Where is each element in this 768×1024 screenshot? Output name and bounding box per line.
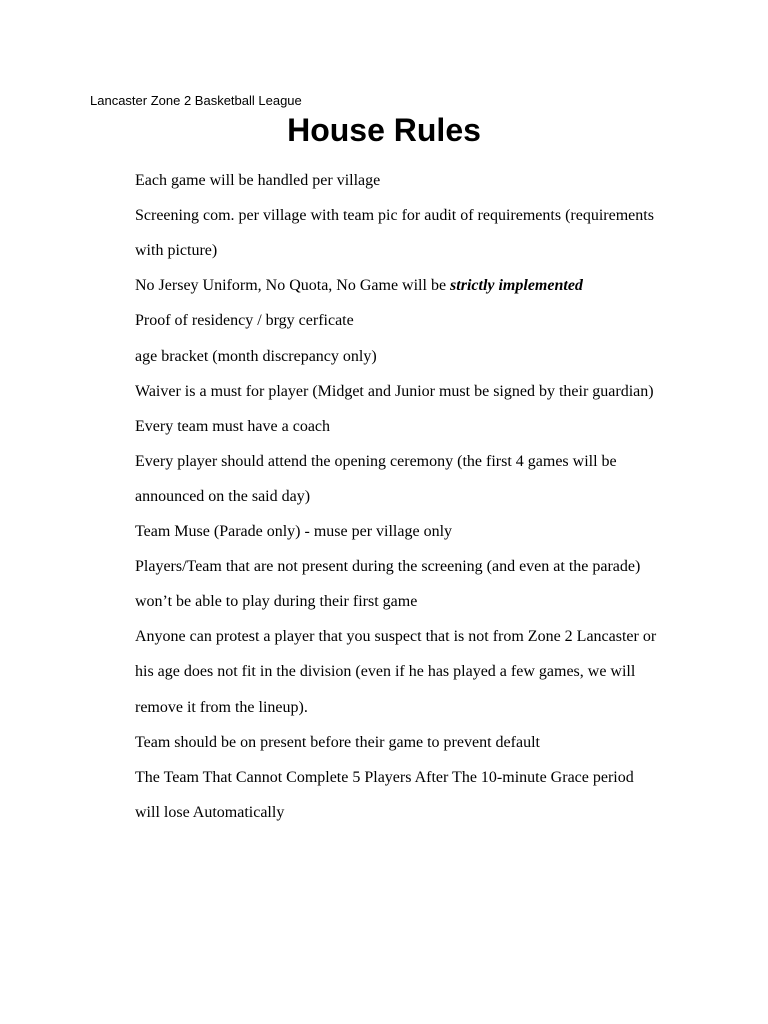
- rule-text-line: Screening com. per village with team pic for audit of requirements (requirements: [135, 207, 654, 225]
- rule-text-line: Every player should attend the opening ceremony (the first 4 games will be: [135, 452, 617, 470]
- rule-text-line: remove it from the lineup).: [135, 698, 308, 716]
- page-title: House Rules: [287, 112, 481, 148]
- rule-text-line: The Team That Cannot Complete 5 Players After The 10-minute Grace period: [135, 768, 634, 786]
- rule-text-line: Proof of residency / brgy cerficate: [135, 312, 354, 330]
- rule-text-line: Each game will be handled per village: [135, 172, 381, 189]
- rule-text-line: with picture): [135, 242, 218, 260]
- rule-text-line: Waiver is a must for player (Midget and Junior must be signed by their guardian): [135, 382, 654, 400]
- rule-text-line: will lose Automatically: [135, 803, 285, 821]
- rule-text-line: Anyone can protest a player that you suspect that is not from Zone 2 Lancaster or: [135, 628, 657, 646]
- rule-text-line: No Jersey Uniform, No Quota, No Game will be strictly implemented: [135, 277, 583, 295]
- rule-text-line: Team Muse (Parade only) - muse per village only: [135, 523, 453, 540]
- rule-text-line: won’t be able to play during their first game: [135, 593, 418, 611]
- rule-text-line: Every team must have a coach: [135, 417, 331, 435]
- rule-text-line: Players/Team that are not present during the screening (and even at the parade): [135, 558, 641, 576]
- rule-text-line: his age does not fit in the division (even if he has played a few games, we will: [135, 663, 636, 681]
- rule-emphasis: strictly implemented: [450, 277, 583, 295]
- rule-text-line: announced on the said day): [135, 487, 311, 505]
- rule-text-line: Team should be on present before their game to prevent default: [135, 733, 540, 751]
- league-name-header: Lancaster Zone 2 Basketball League: [90, 93, 302, 108]
- rule-text-line: age bracket (month discrepancy only): [135, 347, 377, 365]
